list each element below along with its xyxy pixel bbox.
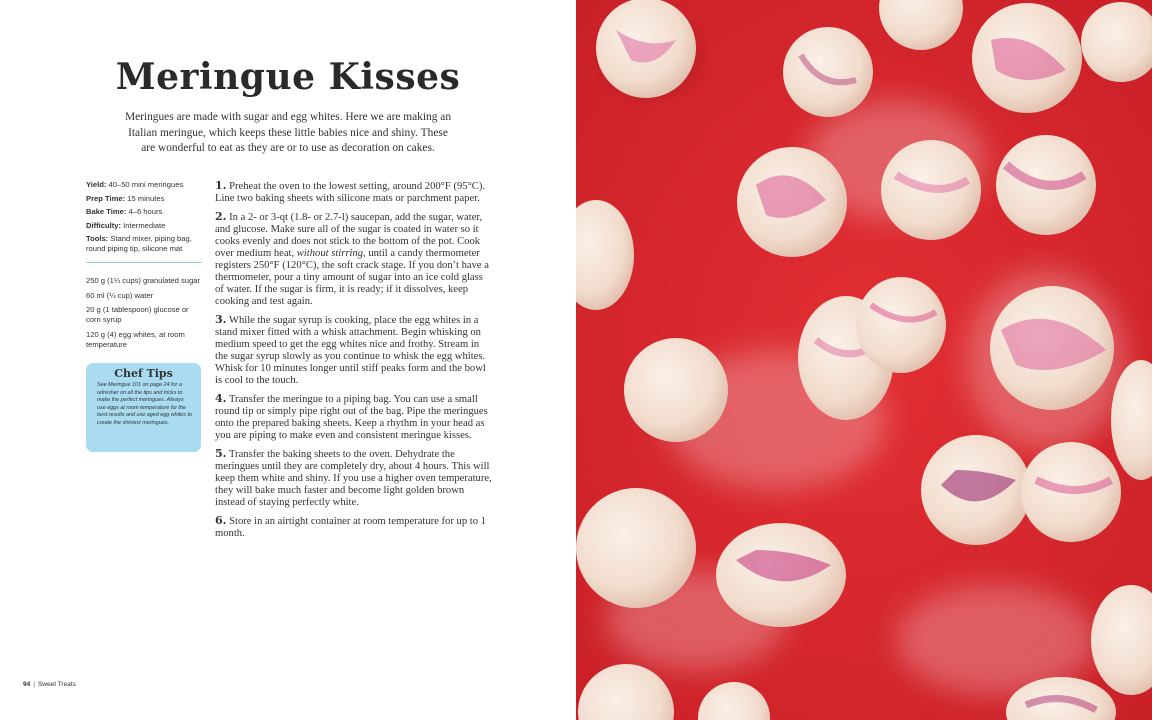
chef-tips-text: See Meringue 101 on page 24 for a refresher on all the tips and tricks to make the perfect meringues. Always use eggs at room temperature for the best results and use aged egg whites to create the shiniest meringues. [97,382,192,426]
step-text: In a 2- or 3-qt (1.8- or 2.7-l) saucepan, add the sugar, water, and glucose. Make sure all of the sugar is coated in water so it cooks evenly and does not stick to the bottom of the pot. Cook over medium heat, [215,212,483,259]
page-footer [23,681,76,688]
meringue [624,338,728,442]
detail-value: Intermediate [123,220,166,230]
step-text: Preheat the oven to the lowest setting, around 200°F (95°C). Line two baking sheets with silicone mats or parchment paper. [215,181,486,204]
recipe-details [86,180,204,258]
meringue-photo [576,0,1152,720]
meringue [576,488,696,608]
meringue [921,435,1031,545]
recipe-title: Meringue Kisses [115,56,461,98]
meringue [881,140,981,240]
detail-value: 4–6 hours [128,207,163,216]
step-text: Transfer the meringue to a piping bag. You can use a small round tip or simply pipe right out of the bag. Pipe the meringues onto the prepared baking sheets. Keep a rhythm in your head as you are piping to make even and consistent meringue kisses. [215,394,488,441]
meringue-photo-illustration [576,0,1152,720]
detail-prep-time [86,194,204,204]
section-name: Sweet Treats [37,681,76,688]
meringue [856,277,946,373]
detail-value: Stand mixer, piping bag, round piping tip, silicone mat [86,234,192,253]
detail-bake-time [86,207,204,217]
meringue [990,286,1114,410]
detail-tools [86,234,204,254]
section-divider [86,262,202,263]
step-text: Transfer the baking sheets to the oven. Dehydrate the meringues until they are completely dry, about 4 hours. This will keep them white and shiny. If you use a higher oven temperature, they will bake much faster and become light golden brown instead of staying perfectly white. [215,449,492,508]
step-number: 6. [215,514,227,527]
meringue [972,3,1082,113]
ingredient-item: 60 ml (¼ cup) water [86,290,154,300]
step-number: 5. [215,447,227,460]
step-text: While the sugar syrup is cooking, place the egg whites in a stand mixer fitted with a whisk attachment. Begin whisking on medium speed to get the egg whites nice and frothy. Stream in the sugar syrup slowly as you continue to whisk the egg whites. Whisk for 10 minutes longer until stiff peaks form and the bowl is cool to the touch. [215,315,486,386]
footer-separator: | [33,681,35,688]
step-text: Store in an airtight container at room temperature for up to 1 month. [215,516,486,539]
step-2 [215,211,493,308]
step-number: 3. [215,313,227,326]
step-1 [215,180,493,205]
detail-label: Difficulty: [86,220,122,230]
chef-tips-title: Chef Tips [114,367,173,380]
detail-label: Prep Time: [86,193,126,203]
meringue [716,523,846,627]
step-emphasis: without stirring [296,248,364,259]
detail-difficulty [86,221,204,231]
step-number: 1. [215,179,227,192]
chef-tips-box [86,363,201,452]
ingredient-item: 20 g (1 tablespoon) glucose or corn syrup [86,305,189,324]
meringue [1021,442,1121,542]
recipe-steps [215,180,493,546]
page-number: 94 [23,681,31,688]
meringue [996,135,1096,235]
meringue [737,147,847,257]
step-text: , until a candy thermometer registers 250°F (120°C), the soft crack stage. If you don’t have a thermometer, pour a tiny amount of sugar into an ice cold glass of water. If the sugar is firm, it is ready; if it dissolves, keep cooking and test again. [215,248,489,307]
step-6 [215,515,493,540]
detail-label: Yield: [86,180,107,189]
ingredient-list [86,276,204,354]
step-3 [215,314,493,387]
recipe-intro: Meringues are made with sugar and egg whites. Here we are making an Italian meringue, which keeps these little babies nice and shiny. These are wonderful to eat as they are or to use as decoration on cakes. [124,111,452,154]
detail-label: Tools: [86,234,109,243]
detail-label: Bake Time: [86,207,127,216]
meringue [783,27,873,117]
detail-value: 15 minutes [127,193,165,203]
step-4 [215,393,493,442]
detail-yield [86,180,204,190]
step-number: 4. [215,392,227,405]
step-5 [215,448,493,509]
ingredient-item: 120 g (4) egg whites, at room temperature [86,329,185,349]
ingredient-item: 250 g (1¼ cups) granulated sugar [86,276,200,285]
step-number: 2. [215,210,227,223]
detail-value: 40–50 mini meringues [108,180,184,189]
